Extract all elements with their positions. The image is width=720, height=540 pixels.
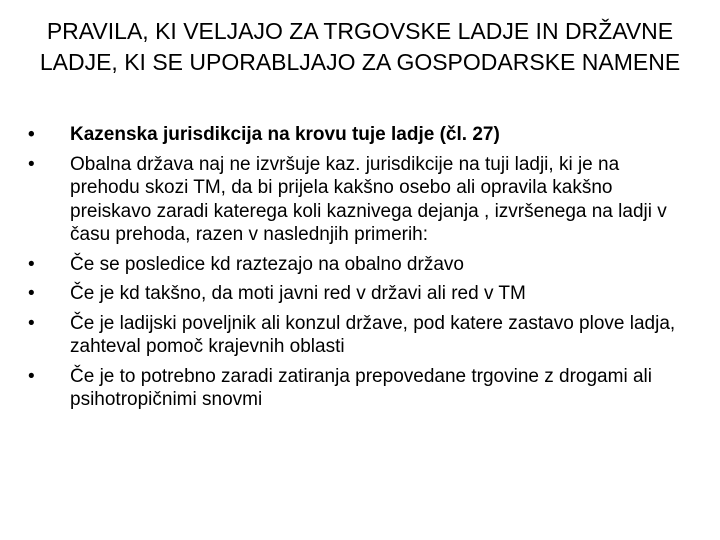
bullet-item bbox=[28, 312, 688, 359]
bullet-text: Če se posledice kd raztezajo na obalno državo bbox=[70, 253, 464, 275]
bullet-item bbox=[28, 282, 688, 306]
bullet-text: Če je kd takšno, da moti javni red v državi ali red v TM bbox=[70, 283, 526, 304]
bullet-text: Obalna država naj ne izvršuje kaz. jurisdikcije na tuji ladji, ki je na prehodu skozi TM, da bi prijela kakšno osebo ali opravila kakšno preiskavo zaradi katerega koli kaznivega dejanja , izvršenega na ladji v času prehoda, razen v naslednjih primerih: bbox=[70, 153, 667, 245]
bullet-icon: • bbox=[28, 153, 35, 175]
bullet-icon: • bbox=[28, 365, 35, 387]
bullet-text: Če je ladijski poveljnik ali konzul države, pod katere zastavo plove ladja, zahteval pomoč krajevnih oblasti bbox=[70, 312, 676, 357]
bullet-icon: • bbox=[28, 312, 35, 334]
bullet-text: Če je to potrebno zaradi zatiranja prepovedane trgovine z drogami ali psihotropičnimi snovmi bbox=[70, 365, 652, 410]
bullet-list bbox=[28, 123, 688, 418]
bullet-item bbox=[28, 153, 688, 247]
bullet-icon: • bbox=[28, 283, 35, 304]
bullet-item bbox=[28, 365, 688, 412]
bullet-icon: • bbox=[28, 124, 35, 145]
slide-title: PRAVILA, KI VELJAJO ZA TRGOVSKE LADJE IN DRŽAVNE LADJE, KI SE UPORABLJAJO ZA GOSPODARSKE NAMENE bbox=[39, 18, 681, 75]
bullet-text: Kazenska jurisdikcija na krovu tuje ladje (čl. 27) bbox=[70, 124, 500, 145]
bullet-icon: • bbox=[28, 253, 35, 275]
bullet-item bbox=[28, 253, 688, 277]
bullet-item bbox=[28, 123, 688, 147]
